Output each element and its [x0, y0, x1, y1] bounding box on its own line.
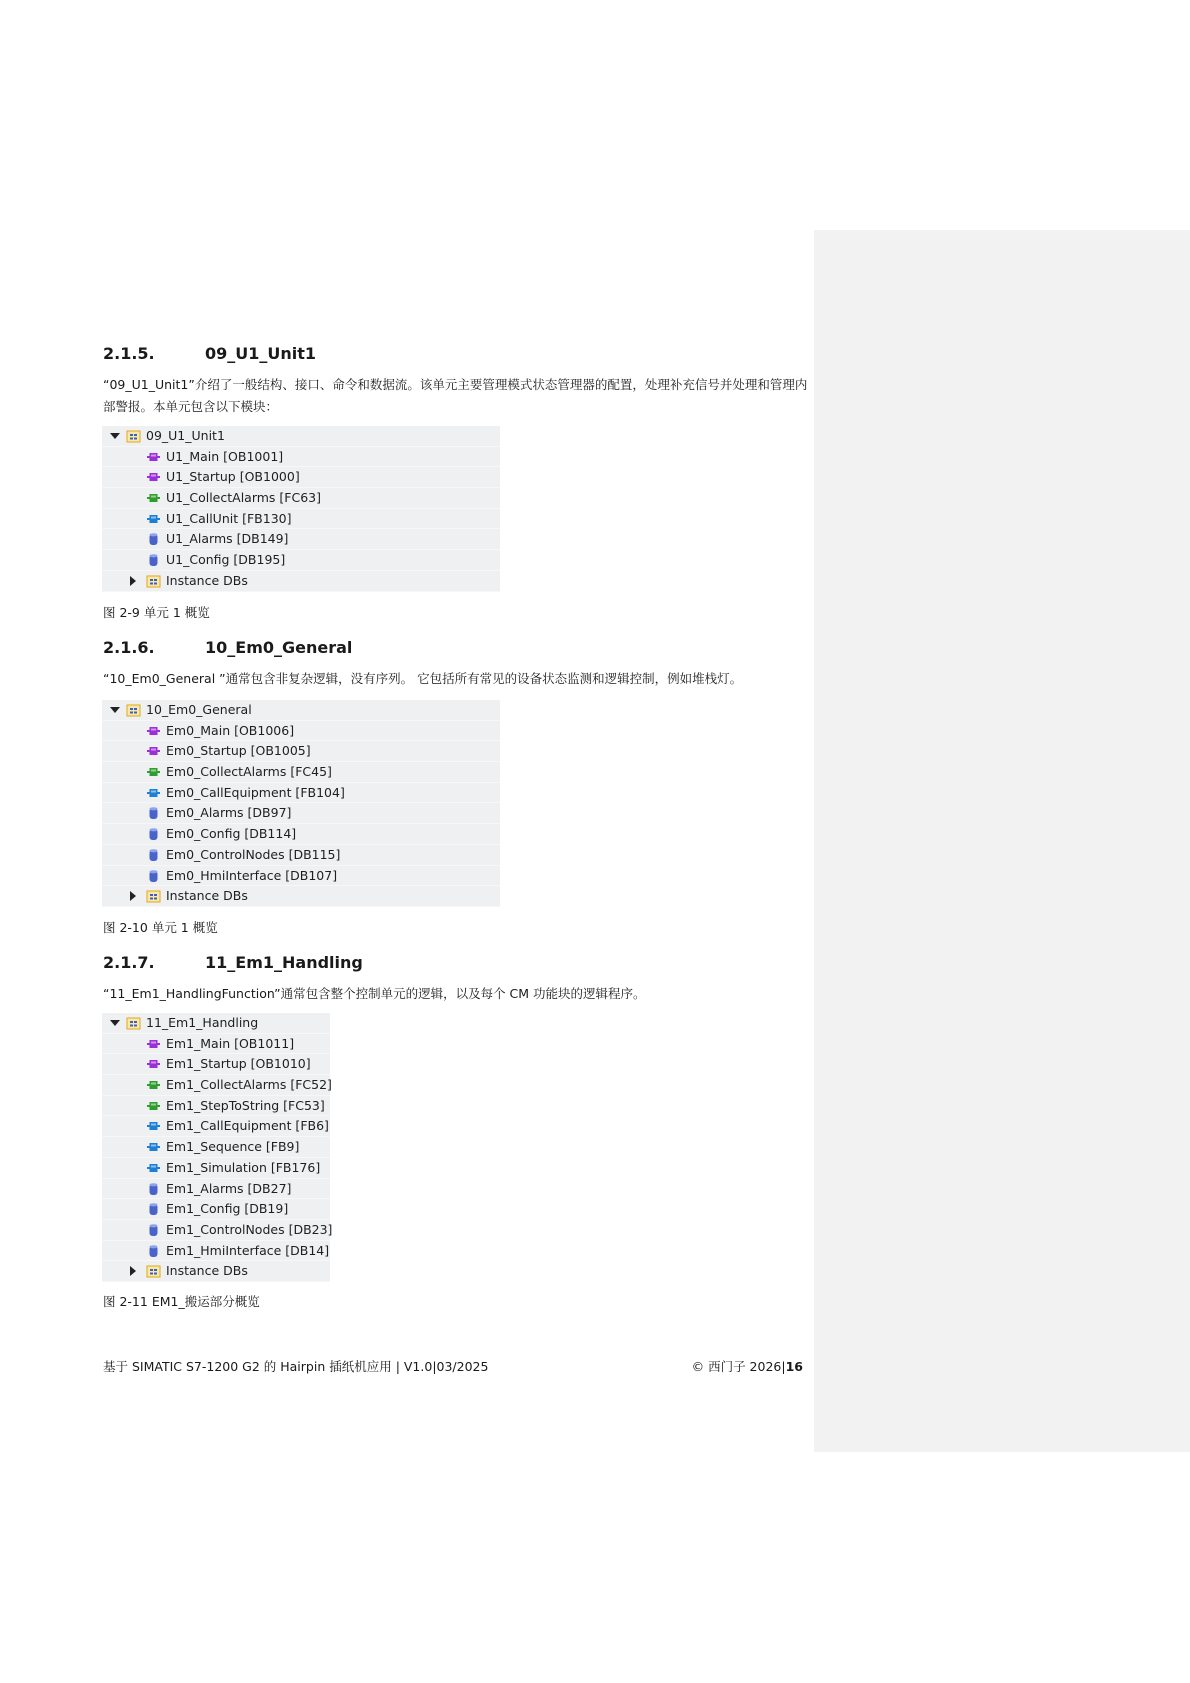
tree-item[interactable] — [102, 824, 500, 845]
section-number: 2.1.7. — [103, 953, 155, 972]
fb-block-icon — [146, 786, 161, 800]
tree-instance-dbs-folder[interactable] — [102, 1261, 330, 1282]
tree-item-label: Em0_Startup [OB1005] — [166, 743, 311, 759]
footer-copyright-text: © 西门子 2026| — [691, 1359, 786, 1374]
expand-arrow-icon[interactable] — [110, 707, 120, 713]
db-block-icon — [146, 1244, 161, 1258]
section-paragraph-2: “10_Em0_General ”通常包含非复杂逻辑，没有序列。 它包括所有常见的设备状态监测和逻辑控制，例如堆栈灯。 — [103, 671, 743, 686]
section-heading-2 — [103, 638, 352, 657]
footer-document-title: 基于 SIMATIC S7-1200 G2 的 Hairpin 插纸机应用 | V1.0|03/2025 — [103, 1359, 489, 1374]
figure-caption-2-9: 图 2-9 单元 1 概览 — [103, 605, 210, 620]
tree-item[interactable] — [102, 1220, 333, 1241]
tree-item-label: 10_Em0_General — [146, 702, 252, 717]
folder-icon — [126, 429, 141, 443]
fc-block-icon — [146, 1078, 161, 1092]
folder-icon — [126, 703, 141, 717]
tree-item-label: Instance DBs — [166, 888, 248, 904]
tree-item-label: Em1_Alarms [DB27] — [166, 1180, 292, 1196]
tree-item-label: Em0_ControlNodes [DB115] — [166, 846, 341, 862]
tree-item-label: Em1_CollectAlarms [FC52] — [166, 1077, 332, 1093]
section-title: 10_Em0_General — [205, 638, 353, 657]
folder-icon — [146, 1264, 161, 1278]
ob-block-icon — [146, 1037, 161, 1051]
project-tree-em1 — [102, 1013, 333, 1282]
tree-item-label: Em0_CollectAlarms [FC45] — [166, 764, 332, 780]
tree-root-folder[interactable] — [102, 700, 500, 721]
tree-item[interactable] — [102, 1075, 330, 1096]
tree-item-label: Em1_Sequence [FB9] — [166, 1139, 300, 1155]
section-paragraph-3: “11_Em1_HandlingFunction”通常包含整个控制单元的逻辑，以及每个 CM 功能块的逻辑程序。 — [103, 986, 646, 1001]
tree-item[interactable] — [102, 467, 500, 488]
tree-item-label: U1_Startup [OB1000] — [166, 469, 300, 485]
tree-item-label: U1_Main [OB1001] — [166, 448, 284, 464]
tree-item-label: Em1_Simulation [FB176] — [166, 1159, 321, 1175]
folder-icon — [146, 574, 161, 588]
section-paragraph-1: “09_U1_Unit1”介绍了一般结构、接口、命令和数据流。该单元主要管理模式状态管理器的配置，处理补充信号并处理和管理内部警报。本单元包含以下模块： — [103, 377, 808, 414]
tree-item[interactable] — [102, 741, 500, 762]
tree-instance-dbs-folder[interactable] — [102, 571, 500, 592]
tree-item-label: Em0_HmiInterface [DB107] — [166, 867, 338, 883]
tree-item[interactable] — [102, 721, 500, 742]
footer-copyright — [692, 1357, 803, 1375]
tree-item[interactable] — [102, 529, 500, 550]
tree-item[interactable] — [102, 845, 500, 866]
tree-item[interactable] — [102, 783, 500, 804]
db-block-icon — [146, 869, 161, 883]
tree-item-label: Instance DBs — [166, 572, 248, 588]
tree-item[interactable] — [102, 1054, 330, 1075]
tree-instance-dbs-folder[interactable] — [102, 886, 500, 907]
fc-block-icon — [146, 765, 161, 779]
comment-margin — [814, 230, 1190, 1452]
tree-item-label: Em0_CallEquipment [FB104] — [166, 784, 345, 800]
project-tree-unit1 — [102, 426, 500, 592]
tree-item-label: U1_Config [DB195] — [166, 552, 286, 568]
collapse-arrow-icon[interactable] — [130, 576, 136, 586]
tree-item-label: Em0_Main [OB1006] — [166, 722, 295, 738]
db-block-icon — [146, 1182, 161, 1196]
tree-item[interactable] — [102, 1116, 330, 1137]
section-title: 11_Em1_Handling — [205, 953, 363, 972]
db-block-icon — [146, 553, 161, 567]
db-block-icon — [146, 532, 161, 546]
tree-item-label: U1_CollectAlarms [FC63] — [166, 490, 321, 506]
ob-block-icon — [146, 470, 161, 484]
tree-item[interactable] — [102, 1034, 330, 1055]
tree-item[interactable] — [102, 1199, 330, 1220]
tree-item[interactable] — [102, 1179, 330, 1200]
tree-item[interactable] — [102, 550, 500, 571]
db-block-icon — [146, 1202, 161, 1216]
tree-item-label: 11_Em1_Handling — [146, 1015, 259, 1030]
collapse-arrow-icon[interactable] — [130, 891, 136, 901]
ob-block-icon — [146, 450, 161, 464]
tree-item[interactable] — [102, 866, 500, 887]
tree-item-label: Em1_Main [OB1011] — [166, 1035, 295, 1051]
section-number: 2.1.5. — [103, 344, 155, 363]
fc-block-icon — [146, 491, 161, 505]
fb-block-icon — [146, 1140, 161, 1154]
tree-item[interactable] — [102, 762, 500, 783]
db-block-icon — [146, 1223, 161, 1237]
tree-item-label: Em1_CallEquipment [FB6] — [166, 1118, 329, 1134]
collapse-arrow-icon[interactable] — [130, 1266, 136, 1276]
section-title: 09_U1_Unit1 — [205, 344, 317, 363]
tree-item-label: U1_CallUnit [FB130] — [166, 510, 292, 526]
figure-caption-2-11: 图 2-11 EM1_搬运部分概览 — [103, 1294, 260, 1309]
tree-item-label: 09_U1_Unit1 — [146, 428, 225, 443]
tree-item[interactable] — [102, 1096, 330, 1117]
folder-icon — [146, 889, 161, 903]
fb-block-icon — [146, 512, 161, 526]
ob-block-icon — [146, 1057, 161, 1071]
tree-root-folder[interactable] — [102, 426, 500, 447]
tree-item[interactable] — [102, 1241, 330, 1262]
folder-icon — [126, 1016, 141, 1030]
db-block-icon — [146, 848, 161, 862]
tree-item[interactable] — [102, 447, 500, 468]
tree-item-label: Em1_HmiInterface [DB14] — [166, 1242, 330, 1258]
section-number: 2.1.6. — [103, 638, 155, 657]
section-heading-3 — [103, 953, 363, 972]
tree-item-label: Em1_ControlNodes [DB23] — [166, 1221, 333, 1237]
ob-block-icon — [146, 724, 161, 738]
fc-block-icon — [146, 1099, 161, 1113]
tree-root-folder[interactable] — [102, 1013, 330, 1034]
tree-item-label: Em1_Config [DB19] — [166, 1201, 289, 1217]
fb-block-icon — [146, 1161, 161, 1175]
db-block-icon — [146, 827, 161, 841]
tree-item[interactable] — [102, 509, 500, 530]
tree-item-label: Em1_Startup [OB1010] — [166, 1056, 311, 1072]
tree-item[interactable] — [102, 1137, 330, 1158]
figure-caption-2-10: 图 2-10 单元 1 概览 — [103, 920, 218, 935]
tree-item[interactable] — [102, 488, 500, 509]
page-number: 16 — [785, 1359, 803, 1374]
fb-block-icon — [146, 1119, 161, 1133]
tree-item-label: Em1_StepToString [FC53] — [166, 1097, 325, 1113]
section-heading-1 — [103, 344, 316, 363]
tree-item-label: Instance DBs — [166, 1263, 248, 1279]
expand-arrow-icon[interactable] — [110, 1020, 120, 1026]
tree-item-label: U1_Alarms [DB149] — [166, 531, 289, 547]
expand-arrow-icon[interactable] — [110, 433, 120, 439]
tree-item-label: Em0_Config [DB114] — [166, 826, 297, 842]
db-block-icon — [146, 806, 161, 820]
tree-item[interactable] — [102, 1158, 330, 1179]
tree-item[interactable] — [102, 803, 500, 824]
project-tree-em0 — [102, 700, 500, 907]
tree-item-label: Em0_Alarms [DB97] — [166, 805, 292, 821]
ob-block-icon — [146, 744, 161, 758]
